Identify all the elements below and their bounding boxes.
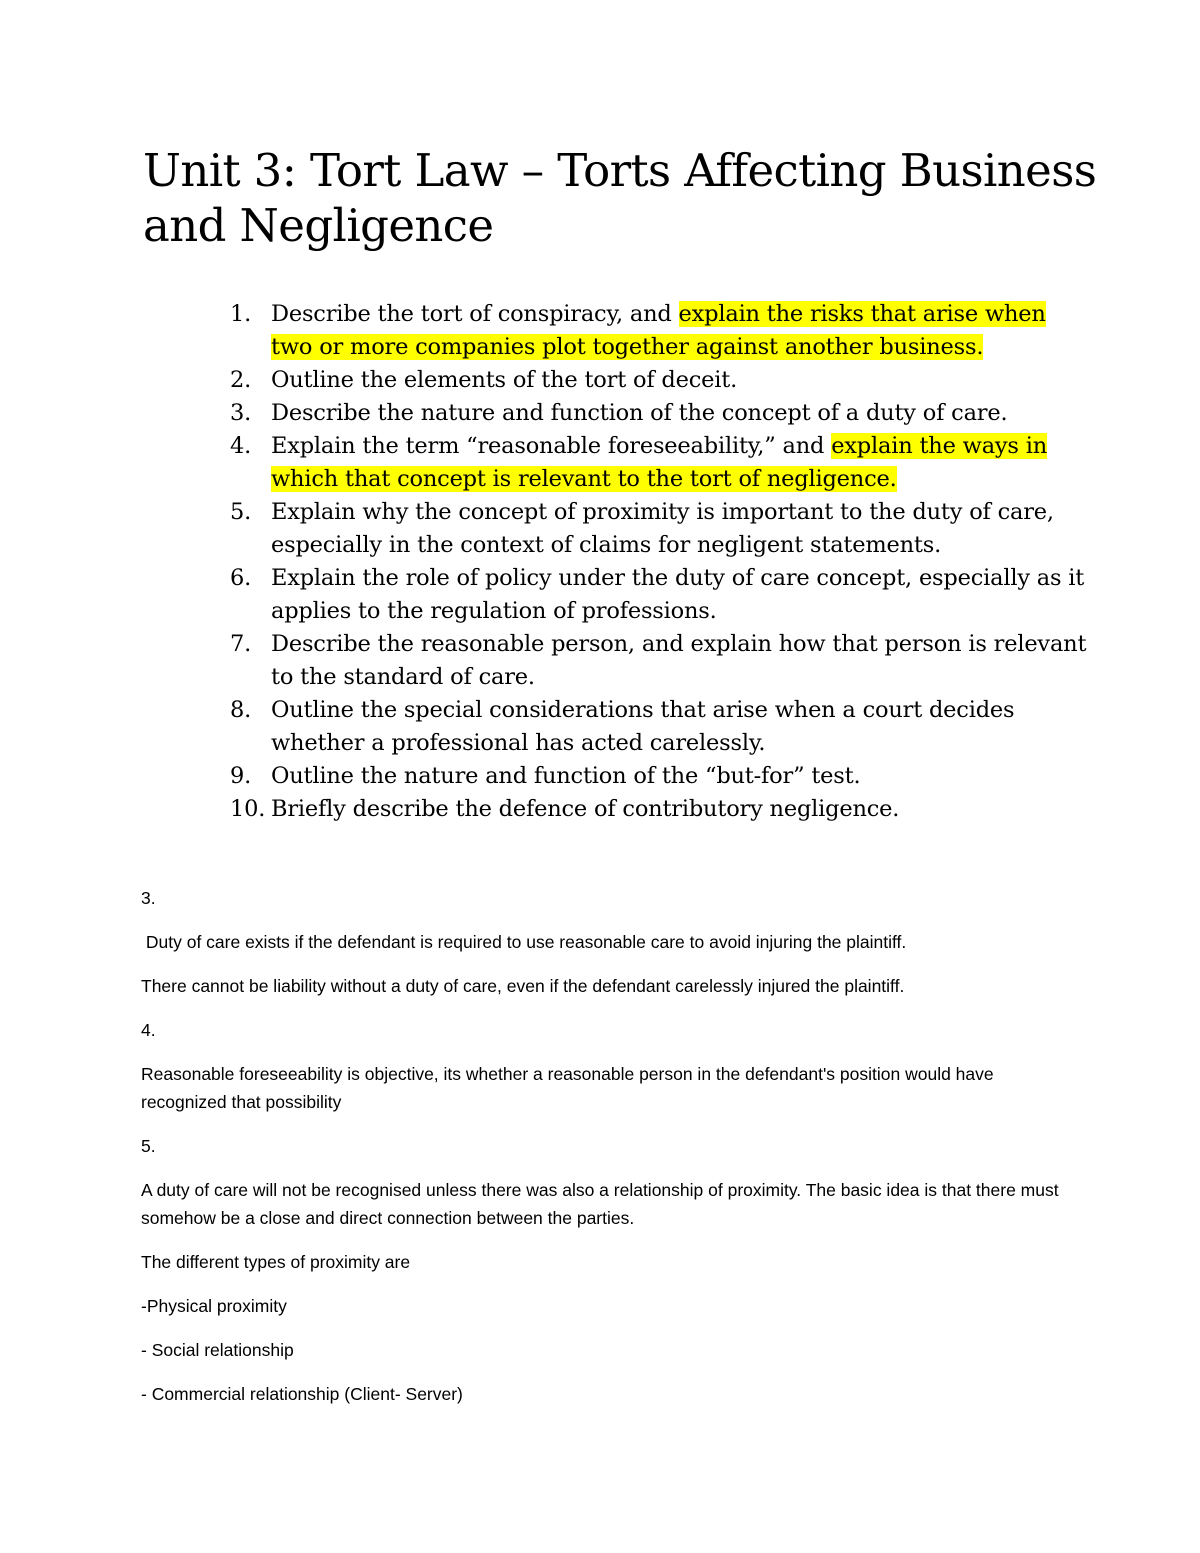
answer-heading: 4.	[141, 1020, 156, 1040]
list-item	[230, 793, 1090, 826]
list-item	[230, 760, 1090, 793]
list-item-number: 9.	[230, 763, 252, 789]
list-item-text: Outline the special considerations that arise when a court decides whether a professional has acted carelessly.	[271, 697, 1015, 756]
list-item	[230, 430, 1090, 496]
list-item	[230, 628, 1090, 694]
answer-paragraph: Duty of care exists if the defendant is required to use reasonable care to avoid injuring the plaintiff.	[141, 932, 907, 952]
question-list	[230, 298, 1090, 826]
highlighted-text: explain the ways in which that concept is relevant to the tort of negligence.	[271, 433, 1048, 492]
list-item-number: 7.	[230, 631, 252, 657]
list-item-text: Outline the nature and function of the “but-for” test.	[271, 763, 861, 789]
list-item-number: 6.	[230, 565, 252, 591]
answer-paragraph: Reasonable foreseeability is objective, its whether a reasonable person in the defendant's position would have recognized that possibility	[141, 1064, 994, 1112]
list-item	[230, 364, 1090, 397]
answer-paragraph: There cannot be liability without a duty of care, even if the defendant carelessly injured the plaintiff.	[141, 976, 905, 996]
list-item-number: 8.	[230, 697, 252, 723]
answer-paragraph: - Social relationship	[141, 1340, 294, 1360]
list-item-number: 5.	[230, 499, 252, 525]
list-item-number: 2.	[230, 367, 252, 393]
list-item	[230, 694, 1090, 760]
list-item-number: 4.	[230, 433, 252, 459]
answer-paragraph: The different types of proximity are	[141, 1252, 411, 1272]
list-item-text: Describe the nature and function of the concept of a duty of care.	[271, 400, 1008, 426]
list-item-text: Outline the elements of the tort of deceit.	[271, 367, 738, 393]
list-item-text: Explain why the concept of proximity is important to the duty of care, especially in the context of claims for negligent statements.	[271, 499, 1054, 558]
list-item	[230, 298, 1090, 364]
answer-paragraph: -Physical proximity	[141, 1296, 287, 1316]
highlighted-text: explain the risks that arise when two or more companies plot together against another business.	[271, 301, 1046, 360]
answer-paragraph: - Commercial relationship (Client- Server)	[141, 1384, 463, 1404]
list-item-number: 10.	[230, 796, 266, 822]
list-item-number: 3.	[230, 400, 252, 426]
answer-heading: 5.	[141, 1136, 156, 1156]
list-item-text: Explain the role of policy under the duty of care concept, especially as it applies to the regulation of professions.	[271, 565, 1085, 624]
list-item-text: Explain the term “reasonable foreseeability,” and	[271, 433, 832, 459]
list-item-text: Briefly describe the defence of contributory negligence.	[271, 796, 900, 822]
answers-section	[141, 884, 1071, 1424]
document-title: Unit 3: Tort Law – Torts Affecting Business and Negligence	[143, 144, 1097, 252]
list-item	[230, 496, 1090, 562]
answer-paragraph: A duty of care will not be recognised unless there was also a relationship of proximity. The basic idea is that there must somehow be a close and direct connection between the parties.	[141, 1180, 1059, 1228]
list-item-number: 1.	[230, 301, 252, 327]
list-item	[230, 562, 1090, 628]
answer-heading: 3.	[141, 888, 156, 908]
list-item-text: Describe the reasonable person, and explain how that person is relevant to the standard of care.	[271, 631, 1087, 690]
list-item-text: Describe the tort of conspiracy, and	[271, 301, 679, 327]
list-item	[230, 397, 1090, 430]
